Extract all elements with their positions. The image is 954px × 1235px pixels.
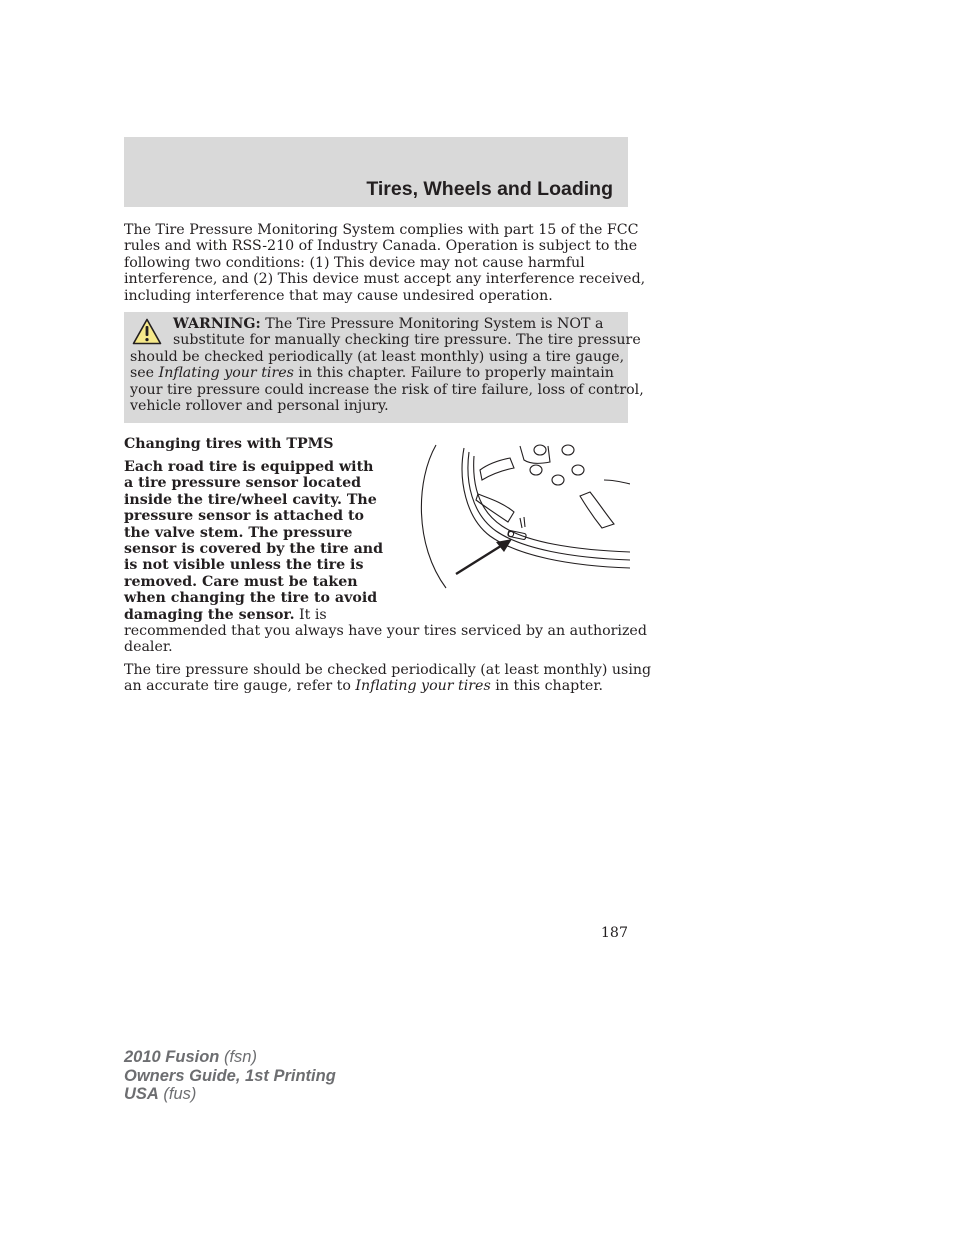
warning-text bbox=[130, 316, 644, 414]
warning-label: WARNING: bbox=[173, 316, 261, 332]
inflating-your-tires-reference: Inflating your tires bbox=[355, 678, 491, 695]
tpms-bold-line: inside the tire/wheel cavity. The bbox=[124, 491, 377, 508]
footer-line: 2010 Fusion (fsn) bbox=[124, 1048, 257, 1066]
tpms-bold-line: the valve stem. The pressure bbox=[124, 524, 353, 541]
gauge-paragraph bbox=[124, 662, 652, 695]
fcc-paragraph bbox=[124, 222, 646, 304]
tpms-bold-line: pressure sensor is attached to bbox=[124, 508, 365, 525]
tpms-bold-line: Each road tire is equipped with bbox=[124, 459, 374, 475]
footer-line: Owners Guide, 1st Printing bbox=[124, 1066, 336, 1085]
gauge-line: an accurate tire gauge, refer to Inflating your tires in this chapter. bbox=[124, 678, 604, 695]
tpms-line: damaging the sensor. It is bbox=[124, 606, 327, 623]
section-title: Tires, Wheels and Loading bbox=[366, 178, 613, 200]
fcc-line: rules and with RSS-210 of Industry Canada. Operation is subject to the bbox=[124, 238, 638, 255]
gauge-line: The tire pressure should be checked periodically (at least monthly) using bbox=[124, 662, 652, 678]
warning-line: should be checked periodically (at least monthly) using a tire gauge, bbox=[130, 348, 625, 365]
warning-line: substitute for manually checking tire pressure. The tire pressure bbox=[173, 332, 641, 349]
inflating-your-tires-reference: Inflating your tires bbox=[158, 365, 294, 382]
page-number: 187 bbox=[600, 925, 628, 941]
section-header-band bbox=[124, 137, 628, 207]
tpms-line: recommended that you always have your tires serviced by an authorized bbox=[124, 623, 647, 640]
wheel-sensor-illustration bbox=[410, 440, 630, 590]
tpms-line: dealer. bbox=[124, 639, 173, 656]
footer-line: USA (fus) bbox=[124, 1085, 197, 1103]
fcc-line: including interference that may cause undesired operation. bbox=[124, 287, 553, 304]
fcc-line: interference, and (2) This device must accept any interference received, bbox=[124, 271, 646, 288]
tpms-bold-line: removed. Care must be taken bbox=[124, 573, 358, 590]
warning-line: see Inflating your tires in this chapter. Failure to properly maintain bbox=[130, 365, 614, 382]
tpms-bold-line: is not visible unless the tire is bbox=[124, 557, 364, 574]
tpms-bold-line: a tire pressure sensor located bbox=[124, 475, 362, 492]
warning-line: your tire pressure could increase the risk of tire failure, loss of control, bbox=[130, 381, 644, 398]
tpms-bold-line: sensor is covered by the tire and bbox=[124, 541, 383, 558]
pointer-arrow-icon bbox=[456, 544, 504, 574]
tpms-heading: Changing tires with TPMS bbox=[124, 436, 334, 452]
warning-line: WARNING: The Tire Pressure Monitoring System is NOT a bbox=[173, 316, 604, 332]
warning-box bbox=[124, 312, 644, 423]
fcc-line: following two conditions: (1) This device may not cause harmful bbox=[124, 254, 585, 271]
print-footer bbox=[124, 1048, 336, 1104]
fcc-line: The Tire Pressure Monitoring System complies with part 15 of the FCC bbox=[124, 222, 639, 238]
warning-line: vehicle rollover and personal injury. bbox=[130, 398, 389, 415]
tpms-bold-line: when changing the tire to avoid bbox=[124, 590, 378, 607]
